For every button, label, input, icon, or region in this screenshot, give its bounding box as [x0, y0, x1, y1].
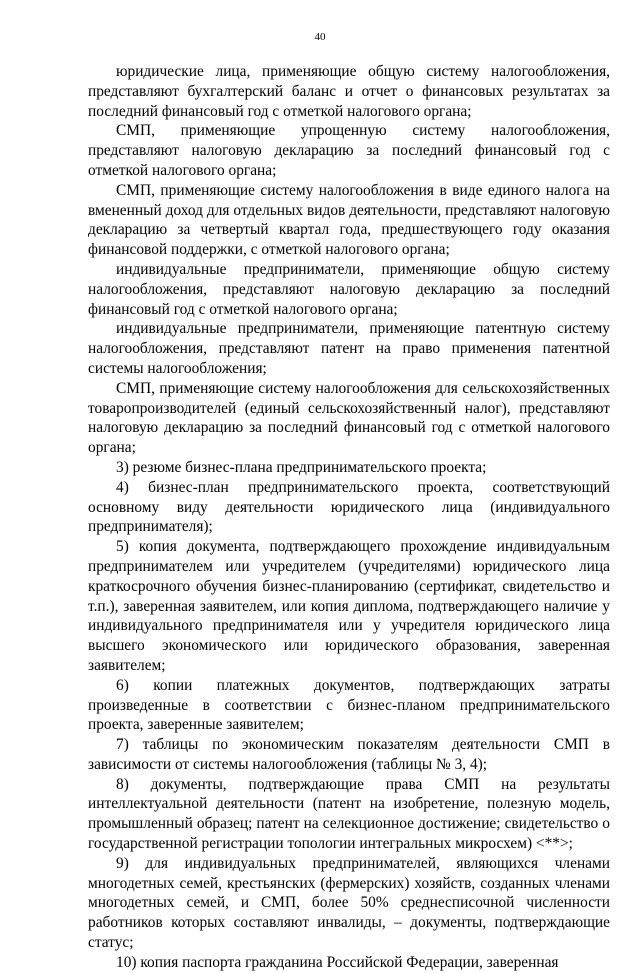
paragraph-entrepreneurs-patent-tax: индивидуальные предприниматели, применяющие патентную систему налогообложения, представляют патент на право применения патентной системы налогообложения; [88, 320, 610, 377]
list-item-6-payment-documents: 6) копии платежных документов, подтверждающих затраты произведенные в соответствии с бизнес-планом предпринимательского проекта, заверенные заявителем; [88, 676, 610, 734]
paragraph-smp-simplified-tax: СМП, применяющие упрощенную систему налогообложения, представляют налоговую декларацию за последний финансовый год с отметкой налогового органа; [88, 122, 610, 179]
list-item-5-training-document: 5) копия документа, подтверждающего прохождение индивидуальным предпринимателем или учредителем (учредителями) юридического лица краткосрочного обучения бизнес-планированию (сертификат, свидетельство и т.п.), заверенная заявителем, или копия диплома, подтверждающего наличие у индивидуального предпринимателя или у учредителя юридического лица высшего экономического или юридического образования, заверенная заявителем; [88, 538, 610, 674]
paragraph-entrepreneurs-general-tax: индивидуальные предприниматели, применяющие общую систему налогообложения, представляют налоговую декларацию за последний финансовый год с отметкой налогового органа; [88, 260, 610, 318]
list-item-8-intellectual-property: 8) документы, подтверждающие права СМП на результаты интеллектуальной деятельности (патент на изобретение, полезную модель, промышленный образец; патент на селекционное достижение; свидетельство о государственной регистрации топологии интегральных микросхем) <**>; [88, 775, 610, 853]
paragraph-smp-agricultural-tax: СМП, применяющие систему налогообложения для сельскохозяйственных товаропроизводителей (единый сельскохозяйственный налог), представляют налоговую декларацию за последний финансовый год с отметкой налогового органа; [88, 379, 610, 457]
list-item-4-business-plan: 4) бизнес-план предпринимательского проекта, соответствующий основному виду деятельности юридического лица (индивидуального предпринимателя); [88, 478, 610, 536]
list-item-3-business-plan-summary: 3) резюме бизнес-плана предпринимательского проекта; [116, 458, 487, 476]
list-item-7-economic-tables: 7) таблицы по экономическим показателям деятельности СМП в зависимости от системы налогообложения (таблицы № 3, 4); [88, 736, 610, 773]
page-number: 40 [314, 31, 326, 43]
paragraph-legal-entities-general-tax: юридические лица, применяющие общую систему налогообложения, представляют бухгалтерский баланс и отчет о финансовых результатах за последний финансовый год с отметкой налогового органа; [88, 63, 610, 120]
paragraph-smp-imputed-income-tax: СМП, применяющие систему налогообложения в виде единого налога на вмененный доход для отдельных видов деятельности, представляют налоговую декларацию за четвертый квартал года, предшествующего году оказания финансовой поддержки, с отметкой налогового органа; [88, 181, 610, 259]
list-item-10-passport-copy: 10) копия паспорта гражданина Российской Федерации, заверенная [116, 953, 559, 971]
list-item-9-status-documents: 9) для индивидуальных предпринимателей, являющихся членами многодетных семей, крестьянских (фермерских) хозяйств, созданных членами многодетных семей, и СМП, более 50% среднесписочной численности работников которых составляют инвалиды, – документы, подтверждающие статус; [88, 854, 610, 952]
document-body [88, 62, 610, 973]
